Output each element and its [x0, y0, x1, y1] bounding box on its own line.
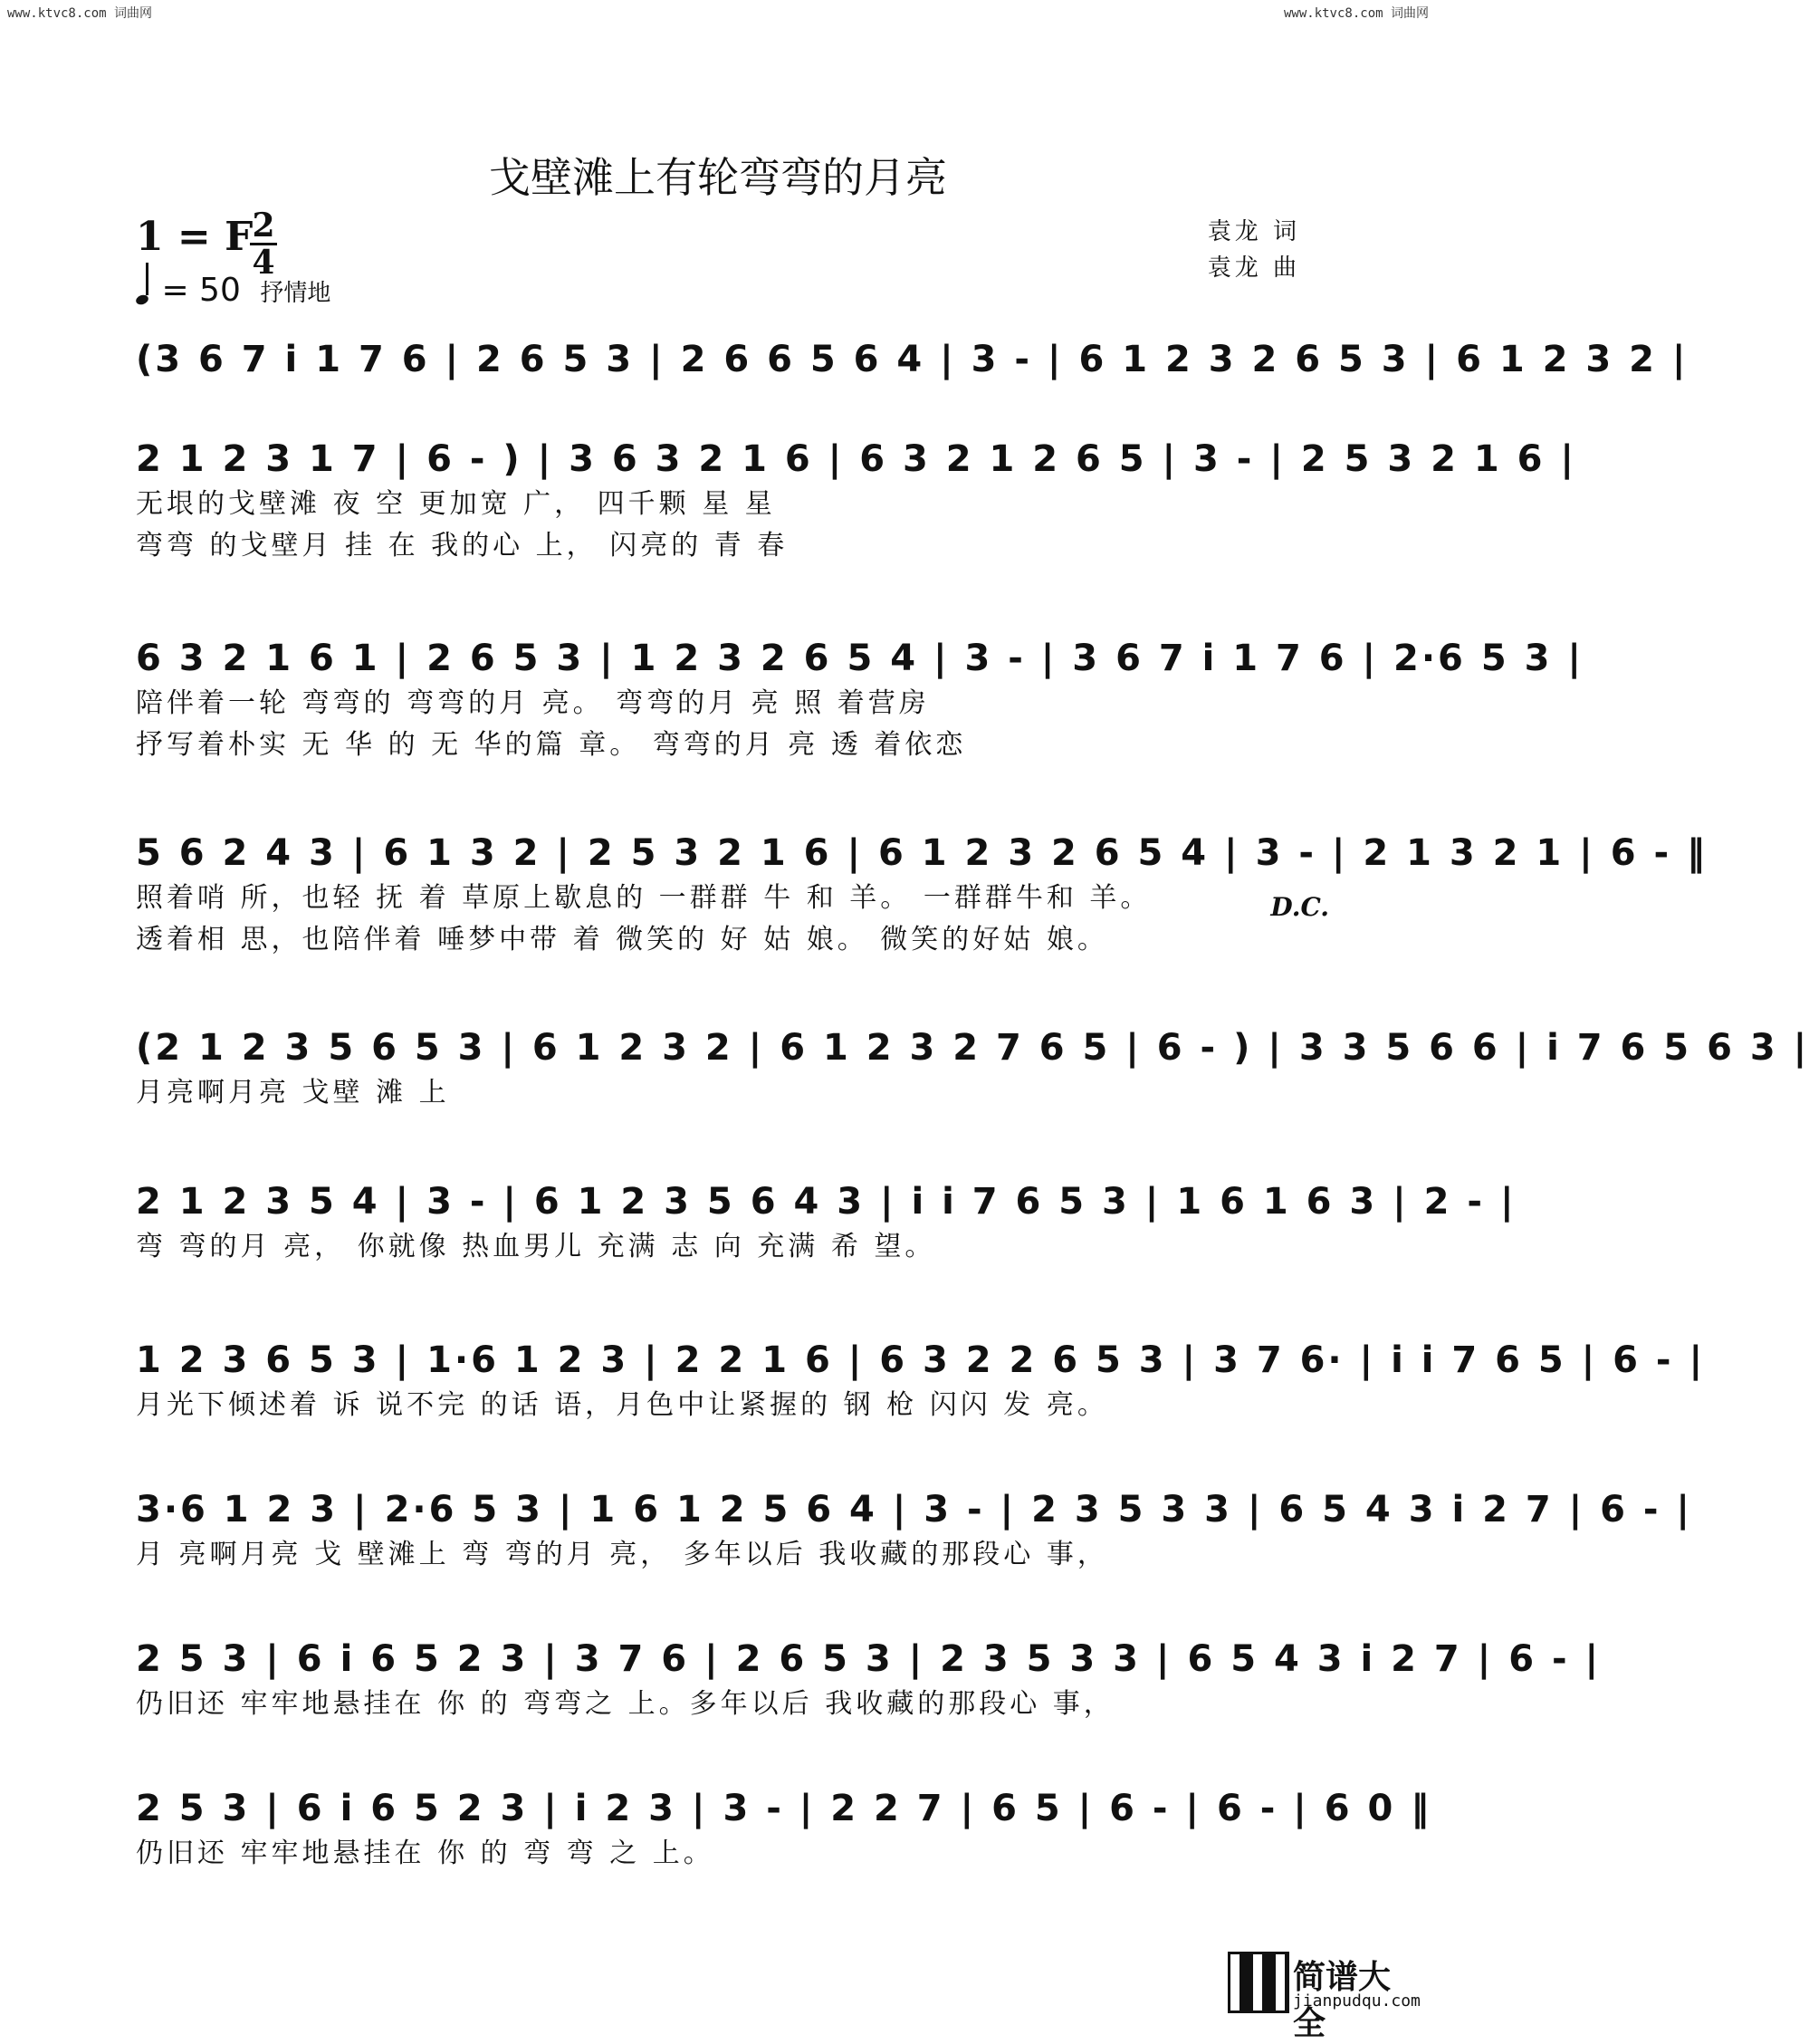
notation-line: 1 2 3 6 5 3 | 1·6 1 2 3 | 2 2 1 6 | 6 3 2 2 6 5 3 | 3 7 6· | i i 7 6 5 | 6 - |	[136, 1339, 1706, 1381]
lyric-line: 月亮啊月亮 戈壁 滩 上	[136, 1077, 450, 1108]
notation-line: (3 6 7 i 1 7 6 | 2 6 5 3 | 2 6 6 5 6 4 | 3 - | 6 1 2 3 2 6 5 3 | 6 1 2 3 2 |	[136, 339, 1689, 380]
lyric-line: 透着相 思，也陪伴着 唾梦中带 着 微笑的 好 姑 娘。 微笑的好姑 娘。	[136, 924, 1108, 955]
score-row	[136, 1635, 1602, 1725]
song-title: 戈壁滩上有轮弯弯的月亮	[489, 153, 947, 202]
tempo-marking	[136, 268, 330, 309]
time-signature-bottom: 4	[252, 244, 275, 282]
piano-keys-icon	[1228, 1952, 1289, 2013]
lyric-line: 月 亮啊月亮 戈 壁滩上 弯 弯的月 亮， 多年以后 我收藏的那段心 事，	[136, 1539, 1108, 1570]
score-row	[136, 829, 1708, 961]
notation-line: 2 5 3 | 6 i 6 5 2 3 | i 2 3 | 3 - | 2 2 7 | 6 5 | 6 - | 6 - | 6 0 ‖	[136, 1788, 1432, 1829]
composer: 袁龙 曲	[1207, 254, 1300, 282]
lyric-line: 陪伴着一轮 弯弯的 弯弯的月 亮。 弯弯的月 亮 照 着营房	[136, 687, 930, 719]
score-row	[136, 634, 1584, 766]
watermark-right: www.ktvc8.com 词曲网	[1283, 6, 1429, 21]
key-signature: 1 = F	[136, 214, 254, 260]
notation-line: 3·6 1 2 3 | 2·6 5 3 | 1 6 1 2 5 6 4 | 3 - | 2 3 5 3 3 | 6 5 4 3 i 2 7 | 6 - |	[136, 1489, 1693, 1531]
notation-line: 5 6 2 4 3 | 6 1 3 2 | 2 5 3 2 1 6 | 6 1 2 3 2 6 5 4 | 3 - | 2 1 3 2 1 | 6 - ‖	[136, 832, 1708, 874]
lyricist: 袁龙 词	[1207, 218, 1300, 245]
score-row	[136, 1023, 1809, 1114]
score-row	[136, 335, 1689, 384]
quarter-note-icon	[135, 293, 150, 306]
score-row	[136, 435, 1577, 567]
logo-text: 简谱大全	[1293, 1959, 1392, 2042]
lyric-line: 抒写着朴实 无 华 的 无 华的篇 章。 弯弯的月 亮 透 着依恋	[136, 729, 967, 761]
lyric-line: 月光下倾述着 诉 说不完 的话 语，月色中让紧握的 钢 枪 闪闪 发 亮。	[136, 1389, 1108, 1421]
logo-url: jianpudqu.com	[1293, 1991, 1421, 2010]
tempo-value: = 50	[161, 272, 241, 309]
lyric-line: 无垠的戈壁滩 夜 空 更加宽 广， 四千颗 星 星	[136, 488, 776, 520]
score-row	[136, 1177, 1517, 1268]
expression-mark: 抒情地	[260, 280, 331, 307]
watermark-left: www.ktvc8.com 词曲网	[7, 6, 153, 21]
dc-mark: D.C.	[1270, 892, 1329, 922]
time-signature-top: 2	[252, 206, 275, 245]
lyric-line: 照着哨 所，也轻 抚 着 草原上歇息的 一群群 牛 和 羊。 一群群牛和 羊。	[136, 882, 1152, 914]
lyric-line: 仍旧还 牢牢地悬挂在 你 的 弯弯之 上。多年以后 我收藏的那段心 事，	[136, 1688, 1115, 1720]
score-row	[136, 1485, 1693, 1576]
notation-line: 2 1 2 3 1 7 | 6 - ) | 3 6 3 2 1 6 | 6 3 2 1 2 6 5 | 3 - | 2 5 3 2 1 6 |	[136, 438, 1577, 480]
lyric-line: 仍旧还 牢牢地悬挂在 你 的 弯 弯 之 上。	[136, 1838, 714, 1869]
credits	[1208, 214, 1300, 286]
quarter-note-stem	[146, 263, 148, 295]
notation-line: 2 1 2 3 5 4 | 3 - | 6 1 2 3 5 6 4 3 | i i 7 6 5 3 | 1 6 1 6 3 | 2 - |	[136, 1181, 1517, 1223]
score-row	[136, 1336, 1706, 1426]
notation-line: 6 3 2 1 6 1 | 2 6 5 3 | 1 2 3 2 6 5 4 | 3 - | 3 6 7 i 1 7 6 | 2·6 5 3 |	[136, 638, 1584, 679]
notation-line: (2 1 2 3 5 6 5 3 | 6 1 2 3 2 | 6 1 2 3 2 7 6 5 | 6 - ) | 3 3 5 6 6 | i 7 6 5 6 3 |	[136, 1027, 1809, 1069]
notation-line: 2 5 3 | 6 i 6 5 2 3 | 3 7 6 | 2 6 5 3 | 2 3 5 3 3 | 6 5 4 3 i 2 7 | 6 - |	[136, 1638, 1602, 1680]
score-row	[136, 1784, 1432, 1875]
site-logo	[1228, 1952, 1421, 2042]
lyric-line: 弯 弯的月 亮， 你就像 热血男儿 充满 志 向 充满 希 望。	[136, 1231, 936, 1262]
lyric-line: 弯弯 的戈壁月 挂 在 我的心 上， 闪亮的 青 春	[136, 530, 789, 561]
